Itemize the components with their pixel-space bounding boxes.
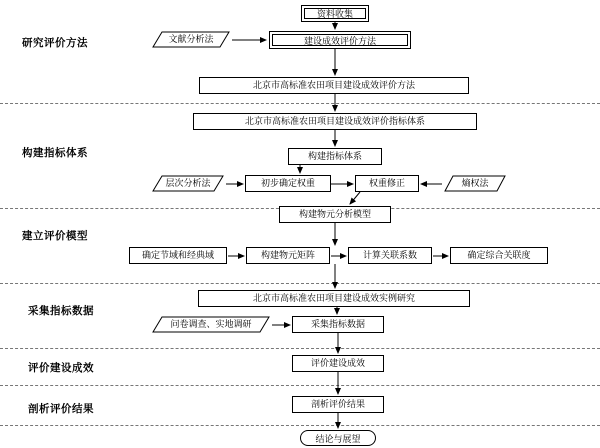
node-compute-correlation-label: 计算关联系数 (362, 249, 417, 260)
node-survey-method-label: 问卷调查、实地调研 (170, 318, 252, 329)
node-preliminary-weight-label: 初步确定权重 (260, 177, 315, 188)
node-build-matrix[interactable] (246, 247, 330, 264)
node-literature-method-label: 文献分析法 (168, 33, 214, 44)
node-beijing-eval-method[interactable] (199, 77, 469, 94)
node-data-collection-label: 资料收集 (316, 9, 353, 19)
node-beijing-eval-method-label: 北京市高标准农田项目建设成效评价方法 (252, 79, 415, 90)
node-ahp-method-label: 层次分析法 (165, 177, 211, 188)
node-compute-correlation[interactable] (348, 247, 432, 264)
node-construction-eval-method-label: 建设成效评价方法 (303, 35, 376, 46)
stage-label-eval-model: 建立评价模型 (22, 230, 88, 242)
stage-divider-6 (0, 425, 600, 426)
node-build-index-system-label: 构建指标体系 (307, 150, 362, 161)
stage-divider-4 (0, 348, 600, 349)
node-case-study-label: 北京市高标准农田项目建设成效实例研究 (252, 292, 415, 303)
node-literature-method[interactable] (152, 31, 230, 48)
node-evaluate-effect-label: 评价建设成效 (310, 357, 365, 368)
node-conclusion-label: 结论与展望 (315, 433, 361, 444)
node-index-system-label: 北京市高标准农田项目建设成效评价指标体系 (244, 115, 425, 126)
node-index-system[interactable] (193, 113, 477, 130)
node-construction-eval-method[interactable] (269, 31, 411, 49)
stage-label-research-method: 研究评价方法 (22, 37, 88, 49)
node-matter-element-model-label: 构建物元分析模型 (298, 208, 371, 219)
stage-label-evaluate: 评价建设成效 (28, 362, 94, 374)
node-determine-domain[interactable] (129, 247, 227, 264)
node-conclusion[interactable] (300, 430, 376, 446)
stage-divider-3 (0, 283, 600, 284)
node-weight-revise[interactable] (355, 175, 419, 192)
node-case-study[interactable] (198, 290, 470, 307)
node-comprehensive-correlation[interactable] (450, 247, 548, 264)
node-collect-index-data-label: 采集指标数据 (310, 318, 365, 329)
node-preliminary-weight[interactable] (245, 175, 331, 192)
stage-label-index-system: 构建指标体系 (22, 147, 88, 159)
node-matter-element-model[interactable] (279, 206, 391, 223)
node-entropy-method[interactable] (444, 175, 506, 192)
node-build-matrix-label: 构建物元矩阵 (260, 249, 315, 260)
stage-divider-1 (0, 103, 600, 104)
node-data-collection[interactable] (301, 5, 369, 22)
node-ahp-method[interactable] (152, 175, 224, 192)
node-weight-revise-label: 权重修正 (368, 177, 405, 188)
node-determine-domain-label: 确定节域和经典域 (141, 249, 214, 260)
node-build-index-system[interactable] (288, 148, 382, 165)
stage-label-analyze: 剖析评价结果 (28, 403, 94, 415)
node-survey-method[interactable] (152, 316, 270, 333)
node-analyze-result[interactable] (292, 396, 384, 413)
stage-label-collect-data: 采集指标数据 (28, 305, 94, 317)
node-entropy-method-label: 熵权法 (461, 177, 489, 188)
node-analyze-result-label: 剖析评价结果 (310, 398, 365, 409)
node-collect-index-data[interactable] (292, 316, 384, 333)
stage-divider-5 (0, 385, 600, 386)
node-evaluate-effect[interactable] (292, 355, 384, 372)
node-comprehensive-correlation-label: 确定综合关联度 (467, 249, 531, 260)
